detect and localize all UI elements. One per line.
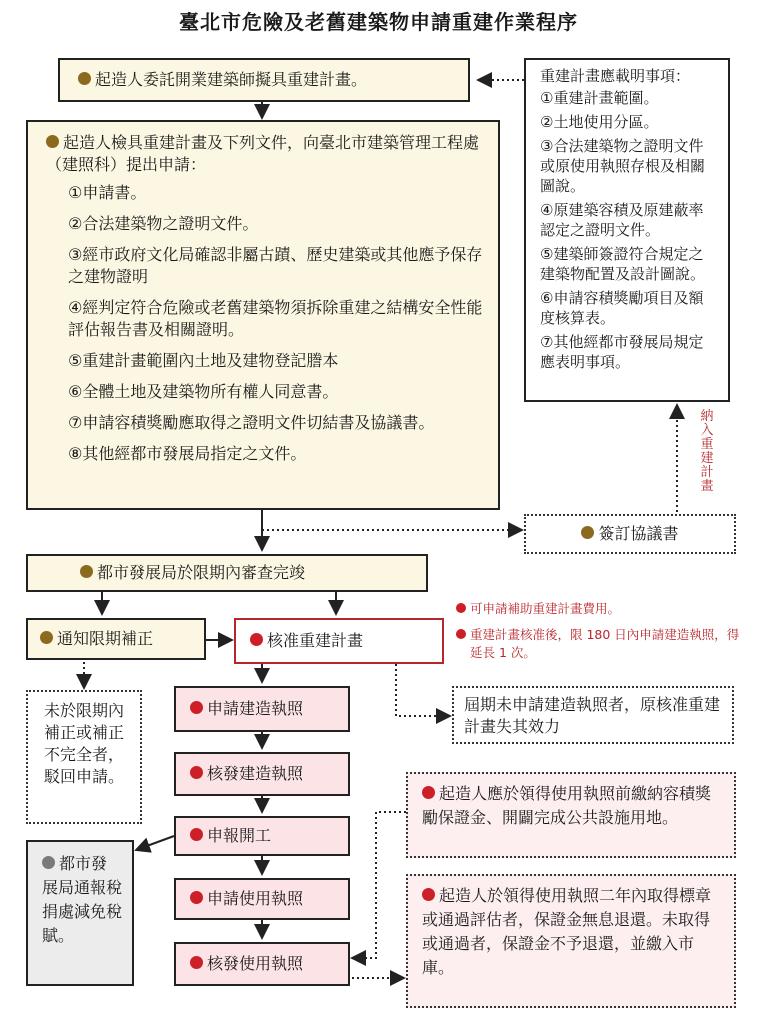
bullet-icon — [190, 828, 203, 841]
doc-item: ③經市政府文化局確認非屬古蹟、歷史建築或其他應予保存之建物證明 — [68, 245, 483, 286]
doc-item: ①申請書。 — [68, 183, 147, 202]
step-commission-architect — [58, 58, 470, 102]
tax-box — [26, 840, 134, 986]
bullet-icon — [456, 629, 466, 639]
plan-item: ②土地使用分區。 — [540, 113, 659, 131]
tax-text: 都市發展局通報稅捐處減免稅賦。 — [42, 854, 123, 945]
step-apply-use-permit: 申請使用執照 — [174, 878, 350, 920]
deposit-box-2 — [406, 874, 736, 1008]
doc-item: ⑦申請容積獎勵應取得之證明文件切結書及協議書。 — [68, 413, 435, 432]
plan-item: ③合法建築物之證明文件或原使用執照存根及相關圖說。 — [540, 137, 706, 195]
step-submit-documents — [26, 120, 500, 510]
sign-agreement-text: 簽訂協議書 — [598, 524, 679, 543]
step-notify-fix — [26, 618, 206, 660]
step-review — [26, 554, 428, 592]
bullet-icon — [190, 956, 203, 969]
step-commission-architect-text: 起造人委託開業建築師擬具重建計畫。 — [95, 70, 368, 89]
approve-notes — [456, 600, 746, 662]
step-notify-fix-text: 通知限期補正 — [57, 629, 154, 648]
step-apply-building-permit: 申請建造執照 — [174, 686, 350, 732]
plan-item: ⑤建築師簽證符合規定之建築物配置及設計圖說。 — [540, 245, 706, 283]
doc-item: ②合法建築物之證明文件。 — [68, 214, 259, 233]
plan-item: ①重建計畫範圍。 — [540, 89, 659, 107]
approve-note: 重建計畫核准後，限 180 日內申請建造執照，得延長 1 次。 — [456, 626, 746, 662]
plan-items-heading: 重建計畫應載明事項： — [540, 67, 691, 85]
arrow-deposit1-permit — [352, 812, 406, 958]
expire-box: 屆期未申請建造執照者，原核准重建計畫失其效力 — [452, 686, 734, 744]
step-review-text: 都市發展局於限期內審查完竣 — [97, 563, 306, 582]
step-issue-use-permit: 核發使用執照 — [174, 942, 350, 986]
deposit-text-2: 起造人於領得使用執照二年內取得標章或通過評估者，保證金無息退還。未取得或通過者，保證金不予退還，並繳入市庫。 — [422, 886, 712, 977]
doc-item: ⑧其他經都市發展局指定之文件。 — [68, 444, 307, 463]
bullet-icon — [40, 631, 53, 644]
bullet-icon — [422, 786, 435, 799]
doc-item: ⑥全體土地及建築物所有權人同意書。 — [68, 382, 339, 401]
plan-items-box — [524, 58, 730, 402]
bullet-icon — [250, 633, 263, 646]
arrow-approve-expire — [396, 664, 450, 716]
step-submit-intro-text: 起造人檢具重建計畫及下列文件，向臺北市建築管理工程處（建照科）提出申請： — [46, 133, 480, 174]
bullet-icon — [190, 701, 203, 714]
plan-item: ⑦其他經都市發展局規定應表明事項。 — [540, 333, 704, 371]
doc-item: ④經判定符合危險或老舊建築物須拆除重建之結構安全性能評估報告書及相關證明。 — [68, 298, 483, 339]
deposit-text-1: 起造人應於領得使用執照前繳納容積獎勵保證金、開闢完成公共設施用地。 — [422, 784, 712, 827]
bullet-icon — [46, 135, 59, 148]
bullet-icon — [456, 603, 466, 613]
vertical-note: 納 入 重 建 計 畫 — [700, 409, 714, 494]
bullet-icon — [42, 856, 55, 869]
page-title: 臺北市危險及老舊建築物申請重建作業程序 — [179, 10, 578, 34]
deposit-box-1 — [406, 772, 736, 858]
bullet-icon — [80, 565, 93, 578]
approve-note: 可申請補助重建計畫費用。 — [456, 600, 746, 618]
sign-agreement-box — [524, 514, 736, 554]
step-approve-plan — [234, 618, 444, 664]
step-approve-text: 核准重建計畫 — [267, 631, 364, 650]
doc-item: ⑤重建計畫範圍內土地及建物登記謄本 — [68, 351, 339, 370]
bullet-icon — [422, 888, 435, 901]
bullet-icon — [190, 766, 203, 779]
step-report-start: 申報開工 — [174, 816, 350, 856]
step-submit-intro — [46, 132, 484, 176]
plan-item: ④原建築容積及原建蔽率認定之證明文件。 — [540, 201, 704, 239]
bullet-icon — [581, 526, 594, 539]
plan-item: ⑥申請容積獎勵項目及額度核算表。 — [540, 289, 704, 327]
bullet-icon — [190, 891, 203, 904]
bullet-icon — [78, 72, 91, 85]
step-issue-building-permit: 核發建造執照 — [174, 752, 350, 796]
arrow-start-tax — [136, 836, 174, 850]
reject-box: 未於限期內補正或補正不完全者，駁回申請。 — [26, 690, 142, 824]
